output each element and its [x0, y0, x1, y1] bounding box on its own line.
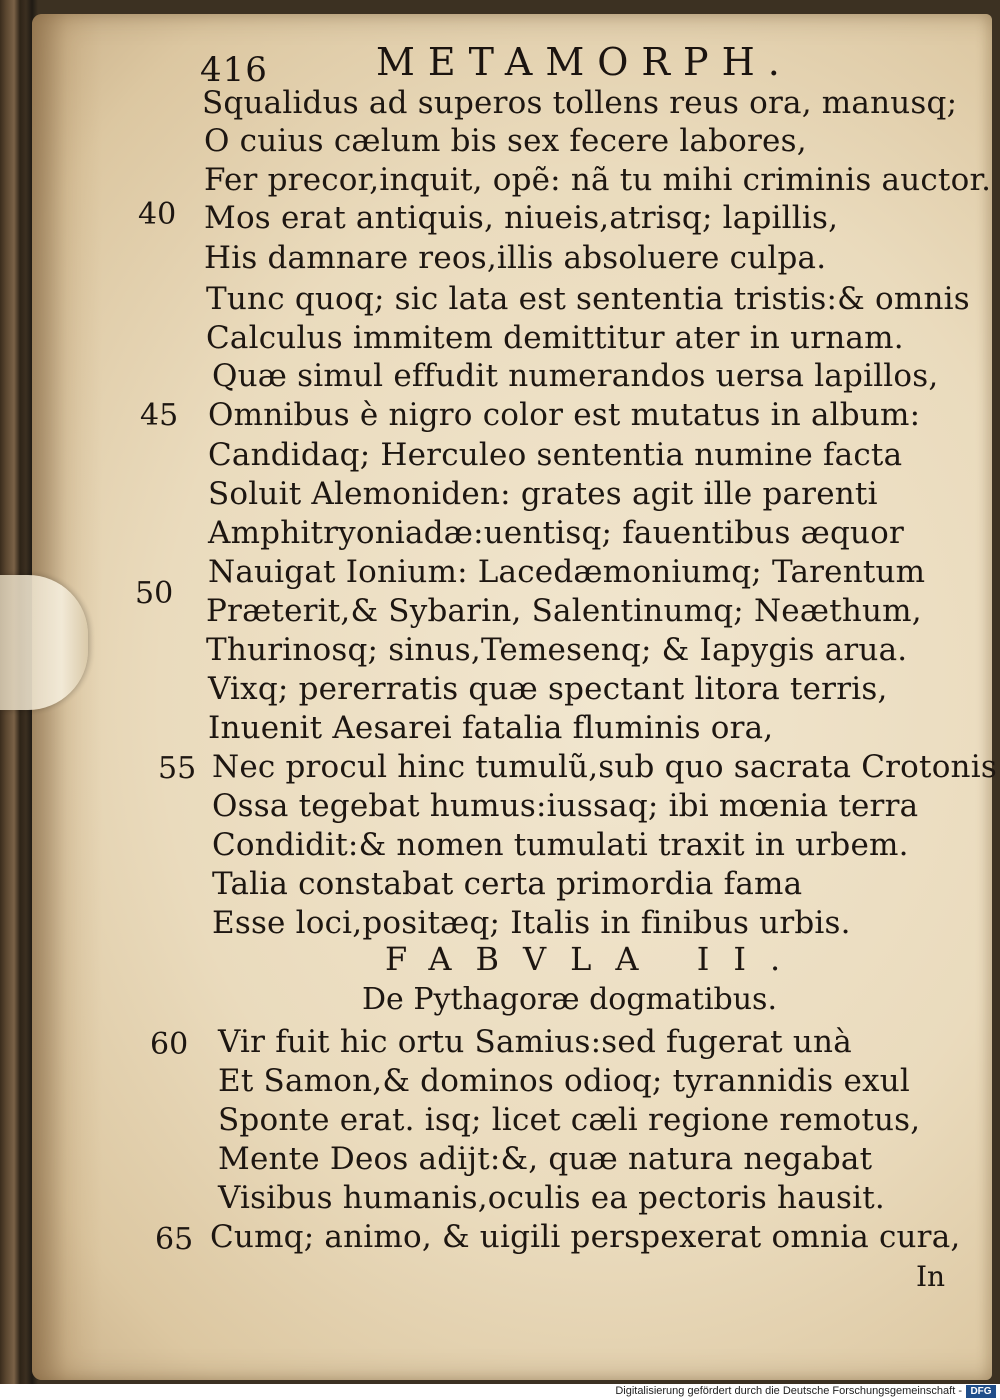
verse-line: Præterit,& Sybarin, Salentinumq; Neæthum,: [206, 593, 922, 629]
verse-line: Tunc quoq; sic lata est sententia tristis:& omnis: [206, 281, 970, 317]
verse-line: Cumq; animo, & uigili perspexerat omnia cura,: [210, 1219, 961, 1255]
verse-line: Vir fuit hic ortu Samius:sed fugerat unà: [218, 1024, 852, 1060]
fabula-subtitle: De Pythagoræ dogmatibus.: [362, 982, 777, 1017]
verse-line: Calculus immitem demittitur ater in urnam.: [206, 320, 904, 356]
verse-line: Vixq; pererratis quæ spectant litora terris,: [208, 671, 888, 707]
verse-line: Ossa tegebat humus:iussaq; ibi mœnia terra: [212, 788, 919, 824]
line-number: 65: [155, 1222, 194, 1257]
verse-line: His damnare reos,illis absoluere culpa.: [204, 240, 827, 276]
line-number: 50: [135, 576, 174, 611]
verse-line: Fer precor,inquit, opẽ: nã tu mihi criminis auctor.: [204, 162, 992, 198]
line-number: 40: [138, 197, 177, 232]
running-title: METAMORPH.: [376, 40, 793, 84]
verse-line: Nauigat Ionium: Lacedæmoniumq; Tarentum: [208, 554, 926, 590]
verse-line: Condidit:& nomen tumulati traxit in urbem.: [212, 827, 909, 863]
dfg-logo: DFG: [966, 1385, 996, 1398]
verse-line: Esse loci,positæq; Italis in finibus urbis.: [212, 905, 851, 941]
verse-line: Mos erat antiquis, niueis,atrisq; lapillis,: [204, 200, 839, 236]
verse-line: Thurinosq; sinus,Temesenq; & Iapygis arua.: [206, 632, 908, 668]
verse-line: Et Samon,& dominos odioq; tyrannidis exul: [218, 1063, 910, 1099]
digitization-credit: Digitalisierung gefördert durch die Deutsche Forschungsgemeinschaft -: [615, 1385, 962, 1397]
fabula-heading: FABVLA II.: [385, 940, 805, 978]
verse-line: Quæ simul effudit numerandos uersa lapillos,: [212, 358, 939, 394]
line-number: 45: [140, 398, 179, 433]
catchword: In: [916, 1260, 946, 1293]
line-number: 60: [150, 1027, 189, 1062]
verse-line: Soluit Alemoniden: grates agit ille parenti: [208, 476, 878, 512]
line-number: 55: [158, 751, 197, 786]
verse-line: Sponte erat. isq; licet cæli regione remotus,: [218, 1102, 921, 1138]
verse-line: Squalidus ad superos tollens reus ora, manusq;: [202, 85, 958, 121]
verse-line: Nec procul hinc tumulũ,sub quo sacrata Crotonis: [212, 749, 997, 785]
verse-line: Mente Deos adijt:&, quæ natura negabat: [218, 1141, 873, 1177]
verse-line: Amphitryoniadæ:uentisq; fauentibus æquor: [208, 515, 905, 551]
verse-line: Omnibus è nigro color est mutatus in album:: [208, 397, 921, 433]
verse-line: O cuius cælum bis sex fecere labores,: [204, 123, 807, 159]
verse-line: Candidaq; Herculeo sententia numine facta: [208, 437, 903, 473]
page-number: 416: [200, 50, 268, 90]
verse-line: Visibus humanis,oculis ea pectoris hausit.: [218, 1180, 885, 1216]
verse-line: Inuenit Aesarei fatalia fluminis ora,: [208, 710, 774, 746]
verse-line: Talia constabat certa primordia fama: [212, 866, 803, 902]
